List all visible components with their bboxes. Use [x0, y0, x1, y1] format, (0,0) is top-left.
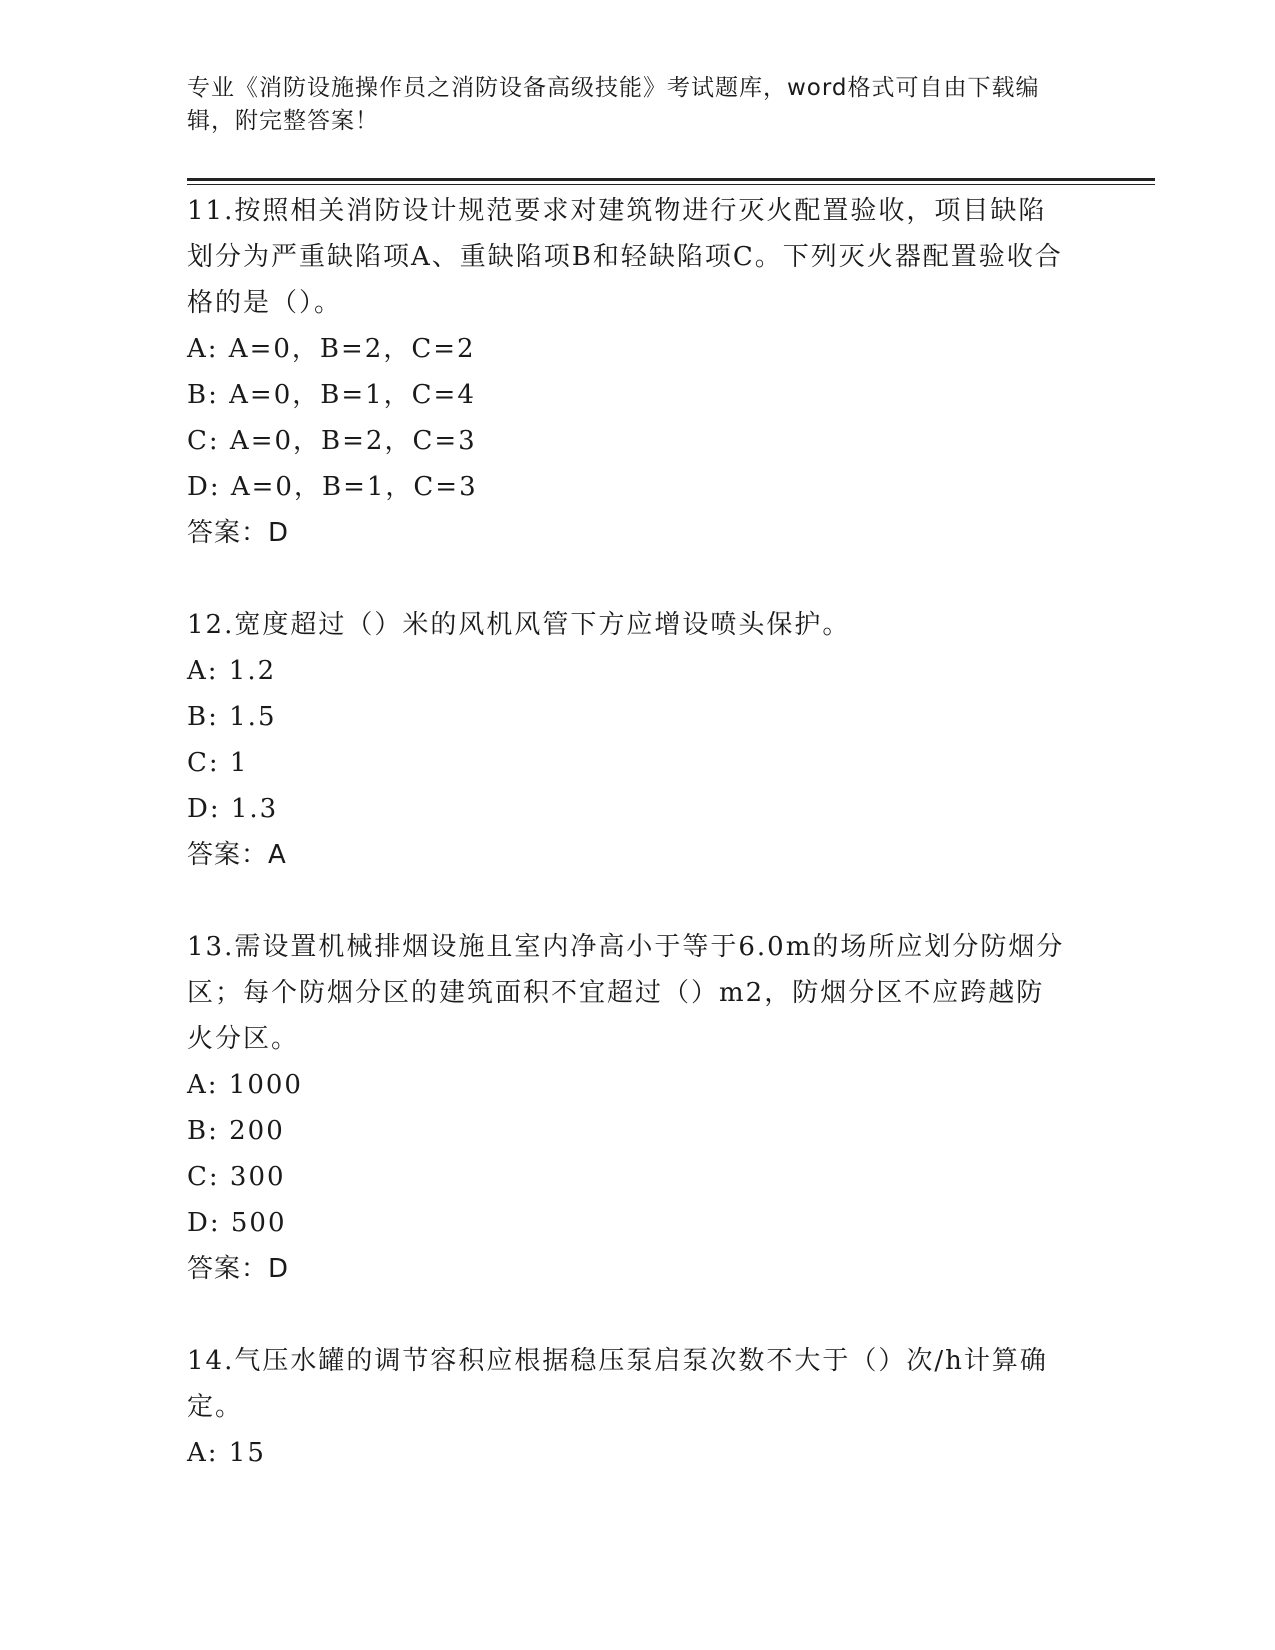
question-12 — [187, 602, 1087, 878]
option-d: D: 1.3 — [187, 794, 279, 824]
question-14 — [187, 1338, 1087, 1476]
question-13 — [187, 924, 1087, 1292]
question-11 — [187, 188, 1087, 556]
option-a: A: 15 — [187, 1438, 266, 1468]
question-list — [187, 188, 1087, 1476]
option-a: A: A=0，B=2，C=2 — [187, 334, 476, 364]
option-b: B: 1.5 — [187, 702, 277, 732]
option-a: A: 1000 — [187, 1070, 303, 1100]
option-a: A: 1.2 — [187, 656, 277, 686]
option-c: C: 1 — [187, 748, 249, 778]
question-stem: 12.宽度超过（）米的风机风管下方应增设喷头保护。 — [187, 610, 851, 640]
question-stem: 14.气压水罐的调节容积应根据稳压泵启泵次数不大于（）次/h计算确定。 — [187, 1346, 1048, 1422]
option-d: D: 500 — [187, 1208, 287, 1238]
question-spacer — [187, 878, 1087, 924]
option-b: B: 200 — [187, 1116, 285, 1146]
question-spacer — [187, 556, 1087, 602]
page-header: 专业《消防设施操作员之消防设备高级技能》考试题库，word格式可自由下载编辑，附完整答案！ — [187, 75, 1040, 134]
option-c: C: 300 — [187, 1162, 286, 1192]
question-spacer — [187, 1292, 1087, 1338]
header-divider-thick — [187, 178, 1155, 181]
answer-line: 答案：D — [187, 1254, 290, 1284]
option-d: D: A=0，B=1，C=3 — [187, 472, 478, 502]
header-divider-thin — [187, 184, 1155, 185]
option-c: C: A=0，B=2，C=3 — [187, 426, 477, 456]
question-stem: 13.需设置机械排烟设施且室内净高小于等于6.0m的场所应划分防烟分区；每个防烟分区的建筑面积不宜超过（）m2，防烟分区不应跨越防火分区。 — [187, 932, 1065, 1054]
answer-line: 答案：A — [187, 840, 287, 870]
question-stem: 11.按照相关消防设计规范要求对建筑物进行灭火配置验收，项目缺陷划分为严重缺陷项A、重缺陷项B和轻缺陷项C。下列灭火器配置验收合格的是（）。 — [187, 196, 1063, 318]
answer-line: 答案：D — [187, 518, 290, 548]
option-b: B: A=0，B=1，C=4 — [187, 380, 476, 410]
